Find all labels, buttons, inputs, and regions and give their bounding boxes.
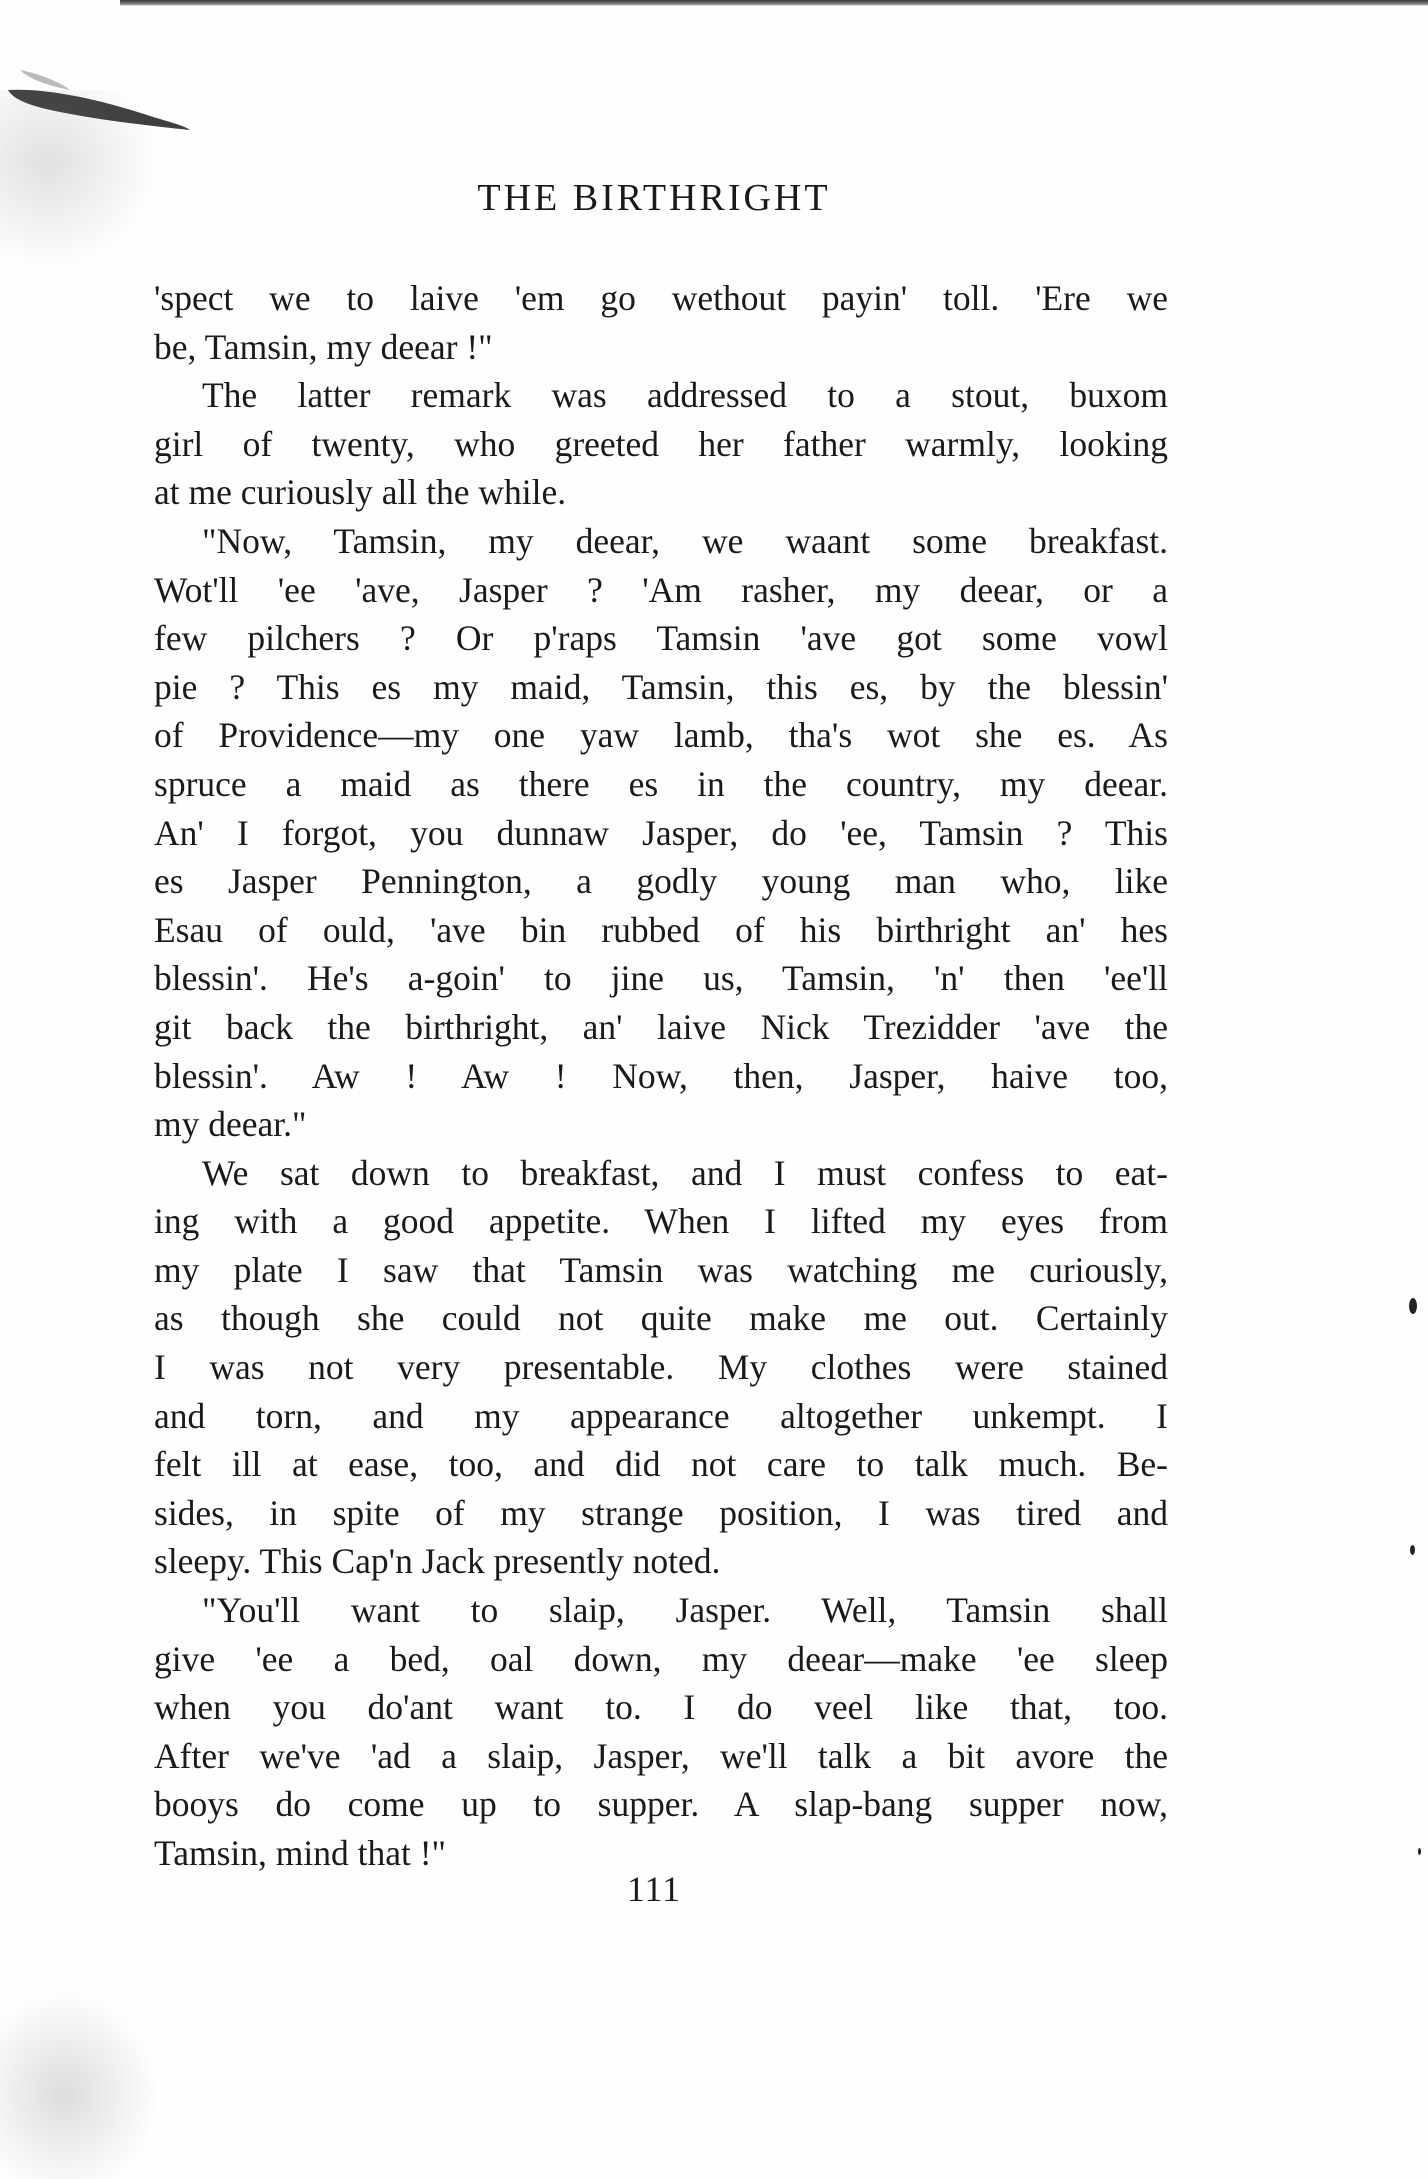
page-number: 111 — [626, 1869, 682, 1909]
text-line: booys do come up to supper. A slap-bang supper now, — [154, 1784, 1168, 1825]
text-line: and torn, and my appearance altogether unkempt. I — [154, 1395, 1168, 1436]
text-line: es Jasper Pennington, a godly young man who, like — [154, 861, 1168, 902]
running-title: THE BIRTHRIGHT — [477, 177, 831, 219]
text-line: "You'll want to slaip, Jasper. Well, Tamsin shall — [202, 1590, 1168, 1631]
margin-mark — [1410, 1545, 1415, 1555]
text-line: sides, in spite of my strange position, I was tired and — [154, 1492, 1168, 1533]
text-line: We sat down to breakfast, and I must confess to eat- — [202, 1152, 1168, 1193]
margin-mark — [1409, 1298, 1417, 1314]
text-line: my deear." — [154, 1104, 307, 1145]
body-text — [154, 274, 1168, 1878]
text-line: After we've 'ad a slaip, Jasper, we'll talk a bit avore the — [154, 1735, 1168, 1776]
text-line: at me curiously all the while. — [154, 472, 567, 513]
text-line: I was not very presentable. My clothes were stained — [154, 1347, 1168, 1388]
text-line: when you do'ant want to. I do veel like that, too. — [154, 1687, 1168, 1728]
text-line: Tamsin, mind that !" — [154, 1833, 447, 1873]
page-top-edge — [120, 0, 1428, 6]
text-line: sleepy. This Cap'n Jack presently noted. — [154, 1541, 721, 1582]
text-line: as though she could not quite make me out. Certainly — [154, 1298, 1168, 1339]
text-line: ing with a good appetite. When I lifted my eyes from — [154, 1201, 1168, 1242]
page-speckle — [0, 1990, 160, 2179]
text-line: git back the birthright, an' laive Nick Trezidder 'ave the — [154, 1006, 1168, 1047]
text-line: blessin'. He's a-goin' to jine us, Tamsin, 'n' then 'ee'll — [154, 958, 1168, 999]
text-line: "Now, Tamsin, my deear, we waant some breakfast. — [202, 520, 1168, 561]
text-line: Wot'll 'ee 'ave, Jasper ? 'Am rasher, my deear, or a — [154, 569, 1168, 610]
text-line: Esau of ould, 'ave bin rubbed of his birthright an' hes — [154, 909, 1168, 950]
text-line: be, Tamsin, my deear !" — [154, 326, 493, 367]
text-line: The latter remark was addressed to a stout, buxom — [202, 375, 1168, 416]
text-line: give 'ee a bed, oal down, my deear—make 'ee sleep — [154, 1638, 1168, 1679]
text-line: An' I forgot, you dunnaw Jasper, do 'ee, Tamsin ? This — [154, 812, 1168, 853]
text-line: of Providence—my one yaw lamb, tha's wot she es. As — [154, 715, 1168, 756]
margin-mark — [1418, 1848, 1421, 1855]
text-line: felt ill at ease, too, and did not care to talk much. Be- — [154, 1444, 1168, 1485]
text-line: few pilchers ? Or p'raps Tamsin 'ave got some vowl — [154, 618, 1168, 659]
text-line: pie ? This es my maid, Tamsin, this es, by the blessin' — [154, 666, 1168, 707]
text-line: girl of twenty, who greeted her father warmly, looking — [154, 423, 1168, 464]
text-line: my plate I saw that Tamsin was watching me curiously, — [154, 1249, 1168, 1290]
text-line: blessin'. Aw ! Aw ! Now, then, Jasper, haive too, — [154, 1055, 1168, 1096]
text-line: spruce a maid as there es in the country, my deear. — [154, 763, 1168, 804]
text-line: 'spect we to laive 'em go wethout payin' toll. 'Ere we — [154, 278, 1168, 318]
